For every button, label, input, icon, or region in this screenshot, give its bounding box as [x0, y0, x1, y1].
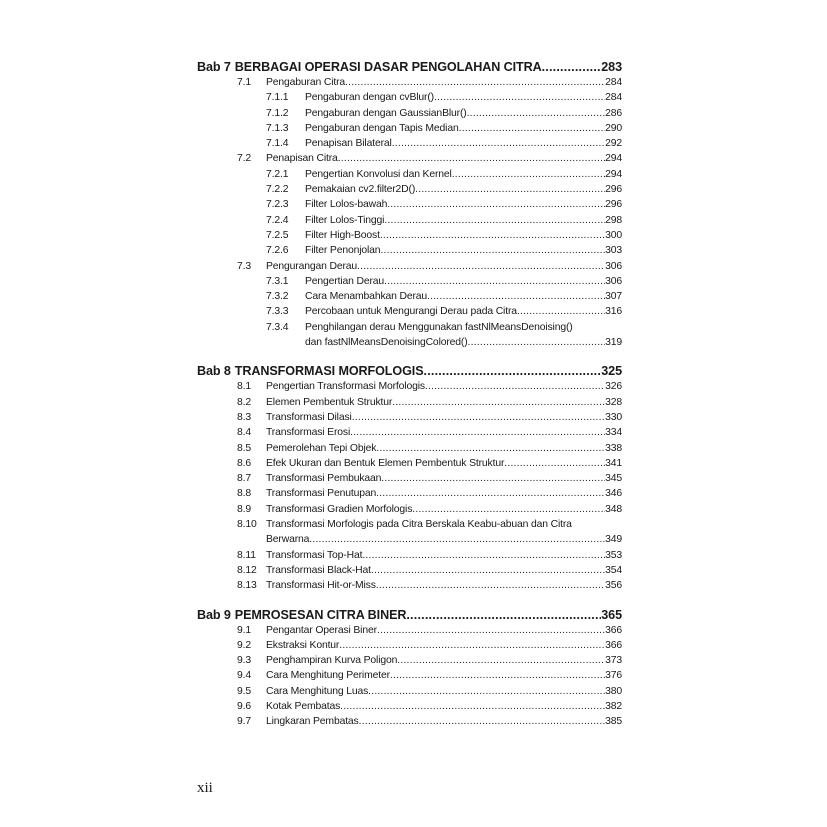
section-page: 286 [605, 107, 622, 119]
dot-leader [380, 228, 605, 243]
toc-entry[interactable] [197, 213, 622, 228]
dot-leader [380, 243, 605, 258]
section-number: 8.8 [237, 488, 251, 500]
section-page: 385 [605, 716, 622, 728]
dot-leader [425, 379, 605, 394]
chapter-heading[interactable] [197, 59, 622, 75]
toc-entry[interactable] [197, 395, 622, 410]
section-page: 294 [605, 153, 622, 165]
section-page: 354 [605, 564, 622, 576]
toc-entry[interactable] [197, 90, 622, 105]
section-page: 330 [605, 411, 622, 423]
section-page: 376 [605, 670, 622, 682]
section-number: 7.3.2 [266, 291, 289, 303]
section-number: 7.3.3 [266, 306, 289, 318]
section-number: 9.5 [237, 685, 251, 697]
section-page: 348 [605, 503, 622, 515]
section-page: 294 [605, 168, 622, 180]
toc-entry[interactable] [197, 289, 622, 304]
section-page: 290 [605, 122, 622, 134]
section-page: 300 [605, 229, 622, 241]
section-number: 7.2.5 [266, 229, 289, 241]
section-number: 7.1 [237, 77, 251, 88]
section-page: 349 [605, 534, 622, 546]
dot-leader [368, 684, 605, 699]
section-page: 284 [605, 92, 622, 104]
page-number: xii [197, 780, 213, 796]
section-number: 8.13 [237, 580, 257, 592]
section-title: Kotak Pembatas [266, 700, 341, 712]
dot-leader [459, 121, 606, 136]
section-number: 8.10 [237, 519, 257, 531]
section-title: Transformasi Top-Hat [266, 549, 363, 561]
toc-entry[interactable] [197, 456, 622, 471]
section-page: 373 [605, 655, 622, 667]
dot-leader [542, 59, 602, 75]
toc-entry[interactable] [197, 121, 622, 136]
dot-leader [415, 182, 605, 197]
section-page: 346 [605, 488, 622, 500]
toc-entry[interactable] [197, 563, 622, 578]
section-number: 7.1.1 [266, 92, 289, 104]
section-number: 8.9 [237, 503, 251, 515]
section-page: 380 [605, 685, 622, 697]
dot-leader [377, 623, 605, 638]
dot-leader [397, 653, 605, 668]
section-title: Pengaburan Citra [266, 77, 346, 88]
toc-entry[interactable] [197, 106, 622, 121]
toc-entry[interactable] [197, 304, 622, 319]
toc-entry[interactable] [197, 441, 622, 456]
section-number: 9.3 [237, 655, 251, 667]
dot-leader [371, 563, 605, 578]
dot-leader [468, 335, 606, 350]
section-title: Transformasi Black-Hat [266, 564, 371, 576]
section-number: 9.4 [237, 670, 251, 682]
toc-entry[interactable] [197, 699, 622, 714]
section-number: 8.1 [237, 381, 251, 393]
section-title: Pengurangan Derau [266, 260, 358, 272]
section-title: Filter Lolos-bawah [305, 199, 388, 211]
dot-leader [339, 638, 605, 653]
dot-leader [376, 578, 605, 593]
section-number: 8.7 [237, 473, 251, 485]
dot-leader [350, 425, 605, 440]
section-title: Pengaburan dengan cvBlur() [305, 92, 434, 104]
dot-leader [452, 167, 605, 182]
dot-leader [406, 607, 601, 623]
toc-entry[interactable] [197, 502, 622, 517]
section-page: 303 [605, 245, 622, 257]
chapter-heading[interactable] [197, 607, 622, 623]
section-page: 366 [605, 639, 622, 651]
dot-leader [352, 410, 605, 425]
section-page: 306 [605, 260, 622, 272]
section-title: Percobaan untuk Mengurangi Derau pada Citra [305, 306, 517, 318]
section-number: 7.3 [237, 260, 251, 272]
section-page: 319 [605, 337, 622, 349]
section-number: 7.3.1 [266, 275, 289, 287]
section-page: 334 [605, 427, 622, 439]
section-title: Transformasi Hit-or-Miss [266, 580, 376, 592]
section-page: 328 [605, 396, 622, 408]
dot-leader [517, 304, 605, 319]
section-page: 341 [605, 457, 622, 469]
toc-entry[interactable] [197, 668, 622, 683]
toc-entry[interactable] [197, 471, 622, 486]
section-page: 306 [605, 275, 622, 287]
section-title: Filter Penonjolan [305, 245, 381, 257]
toc-entry[interactable] [197, 167, 622, 182]
section-page: 345 [605, 473, 622, 485]
section-number: 8.2 [237, 396, 251, 408]
section-number: 8.3 [237, 411, 251, 423]
section-number: 9.1 [237, 624, 251, 636]
section-title: Cara Menghitung Perimeter [266, 670, 390, 682]
dot-leader [384, 213, 605, 228]
dot-leader [376, 441, 605, 456]
section-title: Penapisan Citra [266, 153, 338, 165]
toc-entry[interactable] [197, 548, 622, 563]
section-number: 8.4 [237, 427, 251, 439]
section-page: 296 [605, 199, 622, 211]
toc-entry[interactable] [197, 623, 622, 638]
dot-leader [434, 90, 605, 105]
section-number: 8.5 [237, 442, 251, 454]
toc-entry[interactable] [197, 274, 622, 289]
toc-entry[interactable] [197, 653, 622, 668]
section-page: 353 [605, 549, 622, 561]
section-title: Transformasi Erosi [266, 427, 351, 439]
toc-entry[interactable] [197, 320, 622, 335]
toc-entry-continuation[interactable] [197, 532, 622, 547]
toc-entry[interactable] [197, 182, 622, 197]
section-title: Penghilangan derau Menggunakan fastNlMeansDenoising() [305, 321, 573, 333]
toc-entry[interactable] [197, 259, 622, 274]
section-title: Cara Menambahkan Derau [305, 291, 428, 303]
section-number: 7.1.3 [266, 122, 289, 134]
section-number: 8.11 [237, 549, 256, 561]
dot-leader [392, 136, 605, 151]
section-title-continuation: dan fastNlMeansDenoisingColored() [305, 337, 468, 349]
section-page: 356 [605, 580, 622, 592]
section-number: 7.1.2 [266, 107, 289, 119]
section-number: 7.2.1 [266, 168, 289, 180]
dot-leader [309, 532, 605, 547]
dot-leader [338, 151, 605, 166]
chapter-title: TRANSFORMASI MORFOLOGIS [234, 364, 424, 379]
toc-entry[interactable] [197, 638, 622, 653]
dot-leader [387, 197, 605, 212]
toc-entry[interactable] [197, 136, 622, 151]
toc-entry[interactable] [197, 425, 622, 440]
section-page: 382 [605, 700, 622, 712]
dot-leader [376, 486, 605, 501]
toc-entry[interactable] [197, 684, 622, 699]
dot-leader [427, 289, 605, 304]
section-title: Pengaburan dengan GaussianBlur() [305, 107, 467, 119]
section-title: Transformasi Gradien Morfologis [266, 503, 413, 515]
table-of-contents [197, 59, 622, 730]
section-title: Pengaburan dengan Tapis Median [305, 122, 459, 134]
dot-leader [467, 106, 606, 121]
chapter-page: 325 [601, 364, 622, 379]
dot-leader [381, 471, 605, 486]
section-number: 7.2 [237, 153, 251, 165]
section-title: Transformasi Penutupan [266, 488, 377, 500]
dot-leader [345, 75, 605, 90]
section-page: 307 [605, 291, 622, 303]
chapter-title: BERBAGAI OPERASI DASAR PENGOLAHAN CITRA [234, 60, 542, 74]
section-number: 9.2 [237, 639, 251, 651]
dot-leader [424, 363, 602, 379]
chapter-label: Bab 8 [197, 364, 231, 379]
section-title: Cara Menghitung Luas [266, 685, 369, 697]
chapter-page: 283 [601, 60, 622, 74]
toc-entry[interactable] [197, 379, 622, 394]
section-title: Pengertian Konvolusi dan Kernel [305, 168, 452, 180]
section-page: 298 [605, 214, 622, 226]
section-title: Pemerolehan Tepi Objek [266, 442, 377, 454]
chapter-label: Bab 9 [197, 607, 231, 622]
section-page: 296 [605, 184, 622, 196]
section-title: Transformasi Dilasi [266, 411, 352, 423]
section-title: Transformasi Pembukaan [266, 473, 382, 485]
section-number: 7.2.2 [266, 184, 289, 196]
toc-entry[interactable] [197, 228, 622, 243]
toc-entry[interactable] [197, 714, 622, 729]
dot-leader [390, 668, 605, 683]
section-title: Penghampiran Kurva Poligon [266, 655, 398, 667]
section-page: 366 [605, 624, 622, 636]
section-number: 8.6 [237, 457, 251, 469]
section-number: 7.2.4 [266, 214, 289, 226]
dot-leader [359, 714, 606, 729]
section-page: 326 [605, 381, 622, 393]
toc-entry[interactable] [197, 151, 622, 166]
section-title: Filter Lolos-Tinggi [305, 214, 385, 226]
section-number: 7.1.4 [266, 138, 289, 150]
section-title: Penapisan Bilateral [305, 138, 392, 150]
dot-leader [504, 456, 605, 471]
section-title: Lingkaran Pembatas [266, 716, 359, 728]
section-title: Transformasi Morfologis pada Citra Berskala Keabu-abuan dan Citra [266, 519, 572, 531]
dot-leader [392, 395, 605, 410]
section-title: Pengertian Derau [305, 275, 385, 287]
toc-entry[interactable] [197, 517, 622, 532]
section-title: Pengertian Transformasi Morfologis [266, 381, 425, 393]
section-number: 7.2.6 [266, 245, 289, 257]
section-title: Filter High-Boost [305, 229, 380, 241]
section-page: 292 [605, 138, 622, 150]
section-title: Pengantar Operasi Biner [266, 624, 377, 636]
toc-entry[interactable] [197, 410, 622, 425]
chapter-title: PEMROSESAN CITRA BINER [234, 607, 407, 622]
chapter-heading[interactable] [197, 363, 622, 379]
section-page: 316 [605, 306, 622, 318]
dot-leader [384, 274, 605, 289]
dot-leader [357, 259, 605, 274]
section-number: 7.3.4 [266, 321, 289, 333]
section-number: 9.6 [237, 700, 251, 712]
section-title: Pemakaian cv2.filter2D() [305, 184, 416, 196]
dot-leader [412, 502, 605, 517]
section-page: 338 [605, 442, 622, 454]
section-title: Elemen Pembentuk Struktur [266, 396, 393, 408]
dot-leader [340, 699, 605, 714]
toc-entry[interactable] [197, 75, 622, 90]
toc-entry[interactable] [197, 486, 622, 501]
section-page: 284 [605, 77, 622, 88]
section-title: Ekstraksi Kontur [266, 639, 340, 651]
section-number: 7.2.3 [266, 199, 289, 211]
section-number: 8.12 [237, 564, 257, 576]
toc-entry[interactable] [197, 578, 622, 593]
toc-entry-continuation[interactable] [197, 335, 622, 350]
chapter-page: 365 [601, 607, 622, 622]
section-number: 9.7 [237, 716, 251, 728]
toc-entry[interactable] [197, 243, 622, 258]
toc-entry[interactable] [197, 197, 622, 212]
chapter-label: Bab 7 [197, 60, 231, 74]
section-title: Efek Ukuran dan Bentuk Elemen Pembentuk Struktur [266, 457, 505, 469]
section-title-continuation: Berwarna [266, 534, 310, 546]
dot-leader [362, 548, 605, 563]
